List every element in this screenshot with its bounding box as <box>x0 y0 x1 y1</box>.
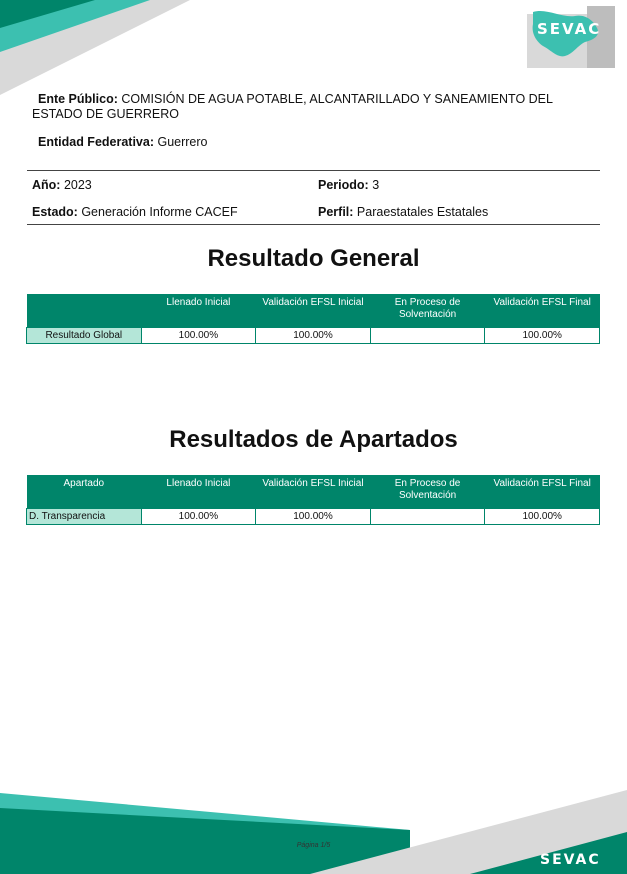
periodo-field <box>318 178 379 193</box>
table-cell: 100.00% <box>485 509 600 525</box>
ente-publico-label: Ente Público: <box>38 92 118 106</box>
estado-label: Estado: <box>32 205 78 219</box>
divider-bottom <box>27 224 600 225</box>
periodo-label: Periodo: <box>318 178 369 192</box>
column-header: Llenado Inicial <box>141 475 256 509</box>
anio-value: 2023 <box>63 178 92 192</box>
table-header-row <box>27 475 600 509</box>
row-label: D. Transparencia <box>27 509 142 525</box>
column-header: En Proceso de Solventación <box>370 475 485 509</box>
table-cell: 100.00% <box>141 509 256 525</box>
row-label: Resultado Global <box>27 328 142 344</box>
entidad-federativa-value: Guerrero <box>157 135 208 149</box>
ente-publico-line <box>38 92 553 107</box>
estado-field <box>32 205 238 220</box>
column-header: Validación EFSL Inicial <box>256 475 371 509</box>
table-cell <box>370 328 485 344</box>
column-header: Validación EFSL Final <box>485 475 600 509</box>
table-cell: 100.00% <box>485 328 600 344</box>
column-header: Apartado <box>27 475 142 509</box>
table-header-row <box>27 294 600 328</box>
table-cell: 100.00% <box>256 328 371 344</box>
ente-publico-value: COMISIÓN DE AGUA POTABLE, ALCANTARILLADO Y SANEAMIENTO DEL <box>121 92 553 106</box>
divider-top <box>27 170 600 171</box>
table-cell: 100.00% <box>141 328 256 344</box>
periodo-value: 3 <box>372 178 380 192</box>
ente-publico-value-line2: ESTADO DE GUERRERO <box>32 107 180 121</box>
anio-field <box>32 178 92 193</box>
sevac-logo-text: SEVAC <box>537 20 602 38</box>
column-header: Llenado Inicial <box>141 294 256 328</box>
resultado-general-title: Resultado General <box>207 245 420 272</box>
table-row <box>27 328 600 344</box>
page-number: Página 1/5 <box>296 842 331 849</box>
column-header: En Proceso de Solventación <box>370 294 485 328</box>
perfil-label: Perfil: <box>318 205 354 219</box>
entidad-federativa-line <box>38 135 208 150</box>
resultados-apartados-table <box>26 475 600 525</box>
sevac-footer-logo: SEVAC <box>540 852 601 868</box>
table-row <box>27 509 600 525</box>
table-cell <box>370 509 485 525</box>
column-header: Validación EFSL Inicial <box>256 294 371 328</box>
column-header <box>27 294 142 328</box>
perfil-field <box>318 205 488 220</box>
perfil-value: Paraestatales Estatales <box>356 205 489 219</box>
column-header: Validación EFSL Final <box>485 294 600 328</box>
entidad-federativa-label: Entidad Federativa: <box>38 135 154 149</box>
table-cell: 100.00% <box>256 509 371 525</box>
anio-label: Año: <box>32 178 61 192</box>
estado-value: Generación Informe CACEF <box>81 205 238 219</box>
resultados-apartados-title: Resultados de Apartados <box>169 426 458 453</box>
resultado-general-table <box>26 294 600 344</box>
